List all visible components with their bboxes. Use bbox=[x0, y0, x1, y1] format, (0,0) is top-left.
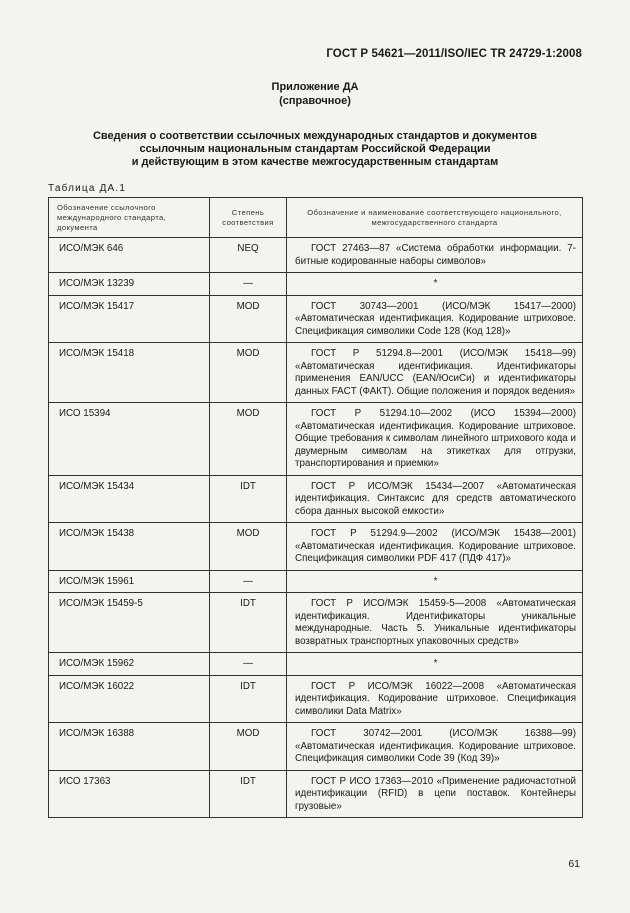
degree-cell: — bbox=[210, 653, 287, 676]
national-standard-cell: * bbox=[287, 570, 583, 593]
table-row bbox=[49, 403, 583, 476]
page-number: 61 bbox=[568, 858, 580, 870]
reference-standard-cell: ИСО/МЭК 15962 bbox=[49, 653, 210, 676]
appendix-title: Приложение ДА bbox=[271, 81, 359, 93]
section-heading-line: ссылочным национальным стандартам Российской Федерации bbox=[139, 143, 491, 155]
column-header-national-standard: Обозначение и наименование соответствующего национального, межгосударственного стандарта bbox=[287, 198, 583, 238]
national-standard-cell: * bbox=[287, 653, 583, 676]
table-row bbox=[49, 675, 583, 723]
table-body bbox=[49, 238, 583, 818]
national-standard-cell: ГОСТ Р 51294.10—2002 (ИСО 15394—2000) «Автоматическая идентификация. Кодирование штриховое. Общие требования к символам линейного штрихового кода и двумерным символам на этикетках для отгрузки, транспортирования и приемки» bbox=[287, 403, 583, 476]
table-row bbox=[49, 523, 583, 571]
reference-standard-cell: ИСО/МЭК 15438 bbox=[49, 523, 210, 571]
degree-cell: MOD bbox=[210, 523, 287, 571]
appendix-heading bbox=[0, 80, 630, 108]
national-standard-cell: ГОСТ Р 51294.9—2002 (ИСО/МЭК 15438—2001) «Автоматическая идентификация. Кодирование штриховое. Спецификация символики PDF 417 (ПДФ 417)» bbox=[287, 523, 583, 571]
table-row bbox=[49, 343, 583, 403]
table-row bbox=[49, 273, 583, 296]
national-standard-cell: ГОСТ Р ИСО/МЭК 15434—2007 «Автоматическая идентификация. Синтаксис для средств автоматического сбора данных высокой емкости» bbox=[287, 475, 583, 523]
reference-standard-cell: ИСО/МЭК 13239 bbox=[49, 273, 210, 296]
degree-cell: — bbox=[210, 273, 287, 296]
reference-standard-cell: ИСО/МЭК 16022 bbox=[49, 675, 210, 723]
degree-cell: MOD bbox=[210, 403, 287, 476]
table-row bbox=[49, 723, 583, 771]
reference-standard-cell: ИСО 15394 bbox=[49, 403, 210, 476]
reference-standard-cell: ИСО/МЭК 15961 bbox=[49, 570, 210, 593]
table-header-row bbox=[49, 198, 583, 238]
reference-standard-cell: ИСО/МЭК 16388 bbox=[49, 723, 210, 771]
degree-cell: NEQ bbox=[210, 238, 287, 273]
table-row bbox=[49, 238, 583, 273]
national-standard-cell: ГОСТ Р ИСО 17363—2010 «Применение радиочастотной идентификации (RFID) в цепи поставок. Контейнеры грузовые» bbox=[287, 770, 583, 818]
national-standard-cell: ГОСТ Р 51294.8—2001 (ИСО/МЭК 15418—99) «Автоматическая идентификация. Идентификаторы применения EAN/UCC (EAN/ЮсиСи) и идентификаторы данных FACT (ФАКТ). Общие положения и порядок ведения» bbox=[287, 343, 583, 403]
reference-standard-cell: ИСО/МЭК 15418 bbox=[49, 343, 210, 403]
section-heading bbox=[60, 130, 570, 169]
degree-cell: MOD bbox=[210, 343, 287, 403]
national-standard-cell: ГОСТ Р ИСО/МЭК 16022—2008 «Автоматическая идентификация. Кодирование штриховое. Спецификация символики Data Matrix» bbox=[287, 675, 583, 723]
national-standard-cell: ГОСТ 27463—87 «Система обработки информации. 7-битные кодированные наборы символов» bbox=[287, 238, 583, 273]
table-row bbox=[49, 593, 583, 653]
correspondence-table bbox=[48, 197, 583, 818]
section-heading-line: Сведения о соответствии ссылочных международных стандартов и документов bbox=[92, 130, 538, 142]
degree-cell: — bbox=[210, 570, 287, 593]
section-heading-line: и действующим в этом качестве межгосударственным стандартам bbox=[131, 156, 499, 168]
column-header-reference-standard: Обозначение ссылочного международного стандарта, документа bbox=[49, 198, 210, 238]
reference-standard-cell: ИСО/МЭК 15459-5 bbox=[49, 593, 210, 653]
table-row bbox=[49, 295, 583, 343]
table-row bbox=[49, 475, 583, 523]
table-row bbox=[49, 653, 583, 676]
degree-cell: MOD bbox=[210, 723, 287, 771]
column-header-degree: Степень соответствия bbox=[210, 198, 287, 238]
appendix-subtitle: (справочное) bbox=[279, 95, 351, 107]
national-standard-cell: * bbox=[287, 273, 583, 296]
reference-standard-cell: ИСО 17363 bbox=[49, 770, 210, 818]
table-row bbox=[49, 770, 583, 818]
degree-cell: IDT bbox=[210, 770, 287, 818]
national-standard-cell: ГОСТ 30742—2001 (ИСО/МЭК 16388—99) «Автоматическая идентификация. Кодирование штриховое. Спецификация символики Code 39 (Код 39)» bbox=[287, 723, 583, 771]
national-standard-cell: ГОСТ 30743—2001 (ИСО/МЭК 15417—2000) «Автоматическая идентификация. Кодирование штриховое. Спецификация символики Code 128 (Код 128)» bbox=[287, 295, 583, 343]
table-caption: Таблица ДА.1 bbox=[48, 183, 127, 194]
national-standard-cell: ГОСТ Р ИСО/МЭК 15459-5—2008 «Автоматическая идентификация. Идентификаторы уникальные международные. Часть 5. Уникальные идентификаторы возвратных транспортных упаковочных средств» bbox=[287, 593, 583, 653]
standard-code: ГОСТ Р 54621—2011/ISO/IEC TR 24729-1:2008 bbox=[326, 48, 582, 60]
table-row bbox=[49, 570, 583, 593]
reference-standard-cell: ИСО/МЭК 15434 bbox=[49, 475, 210, 523]
reference-standard-cell: ИСО/МЭК 646 bbox=[49, 238, 210, 273]
reference-standard-cell: ИСО/МЭК 15417 bbox=[49, 295, 210, 343]
degree-cell: IDT bbox=[210, 475, 287, 523]
degree-cell: MOD bbox=[210, 295, 287, 343]
degree-cell: IDT bbox=[210, 593, 287, 653]
degree-cell: IDT bbox=[210, 675, 287, 723]
